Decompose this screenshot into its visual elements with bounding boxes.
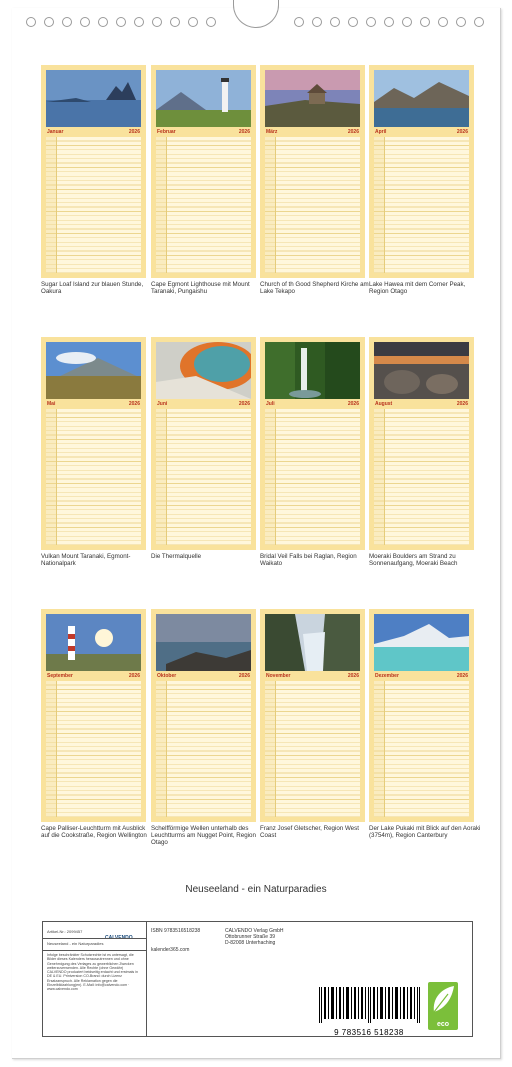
binding-hole: [474, 17, 484, 27]
month-name: April: [375, 129, 387, 135]
month-header: [156, 400, 251, 408]
month-header: [374, 672, 469, 680]
day-grid: [265, 137, 360, 273]
month-photo: [156, 614, 251, 671]
product-info-footer: [42, 921, 473, 1037]
month-name: September: [47, 673, 73, 679]
month-name: Januar: [47, 129, 64, 135]
binding-hole: [152, 17, 162, 27]
month-name: Dezember: [375, 673, 399, 679]
month-photo: [374, 342, 469, 399]
legal-text: Infolge beschränkter Schutzrechte ist es untersagt, die Bilder dieses Kalenders herauszutrennen und ohne Genehmigung des Verlages zu gewerblichen Zwecken weiterzuverwenden. Alle Rechte (ohne Gewähr) CALVENDO produziert beidseitig erdacht und erstmals in DE & EU. Printversion CO-Brand: durch Lizenz Ersatzanspruch. Alle Reklamation gegen die Einzelbildzahlung(en). E-Mail: info@calvendo.com · www.calvendo.com: [47, 953, 139, 992]
photo-caption: Bridal Veil Falls bei Raglan, Region Waikato: [260, 553, 357, 567]
month-header: [156, 128, 251, 136]
brand-logo: [105, 926, 143, 941]
month-photo: [374, 70, 469, 127]
month-header: [46, 128, 141, 136]
month-name: Februar: [157, 129, 176, 135]
month-photo: [156, 342, 251, 399]
month-photo: [265, 70, 360, 127]
binding-hole: [294, 17, 304, 27]
month-photo: [265, 342, 360, 399]
binding-hole: [366, 17, 376, 27]
month-year: 2026: [347, 401, 359, 407]
month-header: [265, 128, 360, 136]
day-grid: [156, 137, 251, 273]
month-year: 2026: [347, 673, 359, 679]
month-photo: [265, 614, 360, 671]
publisher-block: [225, 928, 284, 946]
article-number: Artikel-Nr.: 2099457: [47, 929, 83, 934]
day-grid: [374, 409, 469, 545]
binding-hole: [330, 17, 340, 27]
photo-caption: Church of th Good Shepherd Kirche am Lake Tekapo: [260, 281, 369, 295]
month-year: 2026: [128, 129, 140, 135]
publisher-city: D-82008 Unterhaching: [225, 940, 276, 946]
day-grid: [265, 681, 360, 817]
binding-hole: [134, 17, 144, 27]
brand-name: CALVENDO: [105, 935, 133, 941]
leaf-icon: [428, 982, 458, 1016]
month-header: [265, 672, 360, 680]
day-grid: [156, 681, 251, 817]
binding-hole: [438, 17, 448, 27]
binding-hole: [80, 17, 90, 27]
day-grid: [46, 137, 141, 273]
month-year: 2026: [456, 673, 468, 679]
binding-hole: [384, 17, 394, 27]
month-name: November: [266, 673, 291, 679]
month-year: 2026: [128, 673, 140, 679]
month-year: 2026: [347, 129, 359, 135]
binding-hole: [348, 17, 358, 27]
month-name: Juli: [266, 401, 275, 407]
day-grid: [156, 409, 251, 545]
month-year: 2026: [456, 129, 468, 135]
month-year: 2026: [456, 401, 468, 407]
month-name: März: [266, 129, 278, 135]
month-year: 2026: [238, 401, 250, 407]
eco-label: eco: [436, 1021, 450, 1028]
binding-hole: [456, 17, 466, 27]
product-title: Neuseeland - ein Naturparadies: [47, 941, 104, 946]
month-name: Oktober: [157, 673, 177, 679]
month-photo: [46, 614, 141, 671]
binding-hole: [116, 17, 126, 27]
binding-hole: [44, 17, 54, 27]
barcode: [313, 987, 425, 1037]
binding-hole: [312, 17, 322, 27]
month-header: [46, 672, 141, 680]
calendar-title: Neuseeland - ein Naturparadies: [185, 884, 327, 895]
month-header: [46, 400, 141, 408]
photo-caption: Cape Palliser-Leuchtturm mit Ausblick auf die Cookstraße, Region Wellington: [41, 825, 147, 839]
photo-caption: Moeraki Boulders am Strand zu Sonnenaufgang, Moeraki Beach: [369, 553, 458, 567]
month-header: [374, 400, 469, 408]
month-photo: [46, 342, 141, 399]
month-photo: [46, 70, 141, 127]
month-name: August: [375, 401, 393, 407]
eco-badge: [428, 982, 458, 1030]
month-header: [265, 400, 360, 408]
barcode-number: 9 783516 518238: [334, 1028, 404, 1037]
website: kalender365.com: [151, 947, 190, 953]
day-grid: [46, 409, 141, 545]
month-year: 2026: [238, 673, 250, 679]
binding-hole: [98, 17, 108, 27]
photo-caption: Vulkan Mount Taranaki, Egmont-Nationalpark: [41, 553, 131, 567]
isbn-block: [151, 928, 200, 953]
day-grid: [374, 137, 469, 273]
photo-caption: Sugar Loaf Island zur blauen Stunde, Oakura: [41, 281, 144, 295]
photo-caption: Lake Hawea mit dem Corner Peak, Region Otago: [369, 281, 466, 295]
month-header: [156, 672, 251, 680]
binding-hole: [26, 17, 36, 27]
day-grid: [374, 681, 469, 817]
photo-caption: Cape Egmont Lighthouse mit Mount Taranaki, Pungaishu: [151, 281, 250, 295]
binding-hole: [420, 17, 430, 27]
month-name: Juni: [157, 401, 168, 407]
binding-hole: [62, 17, 72, 27]
binding-hole: [402, 17, 412, 27]
binding-hole: [188, 17, 198, 27]
month-photo: [374, 614, 469, 671]
publisher-name: CALVENDO Verlag GmbH: [225, 928, 284, 934]
photo-caption: Der Lake Pukaki mit Blick auf den Aoraki (3754m), Region Canterbury: [369, 825, 481, 839]
photo-caption: Die Thermalquelle: [151, 553, 202, 560]
month-year: 2026: [238, 129, 250, 135]
isbn: ISBN 9783516518238: [151, 928, 201, 934]
day-grid: [46, 681, 141, 817]
month-name: Mai: [47, 401, 56, 407]
photo-caption: Schelfförmige Wellen unterhalb des Leuchtturms am Nugget Point, Region Otago: [151, 825, 256, 846]
photo-caption: Franz Josef Gletscher, Region West Coast: [260, 825, 359, 839]
legal-column: [43, 922, 147, 1036]
publisher-street: Ottobrunner Straße 39: [225, 934, 276, 940]
binding-hole: [170, 17, 180, 27]
month-photo: [156, 70, 251, 127]
binding-hole: [206, 17, 216, 27]
month-header: [374, 128, 469, 136]
day-grid: [265, 409, 360, 545]
month-year: 2026: [128, 401, 140, 407]
